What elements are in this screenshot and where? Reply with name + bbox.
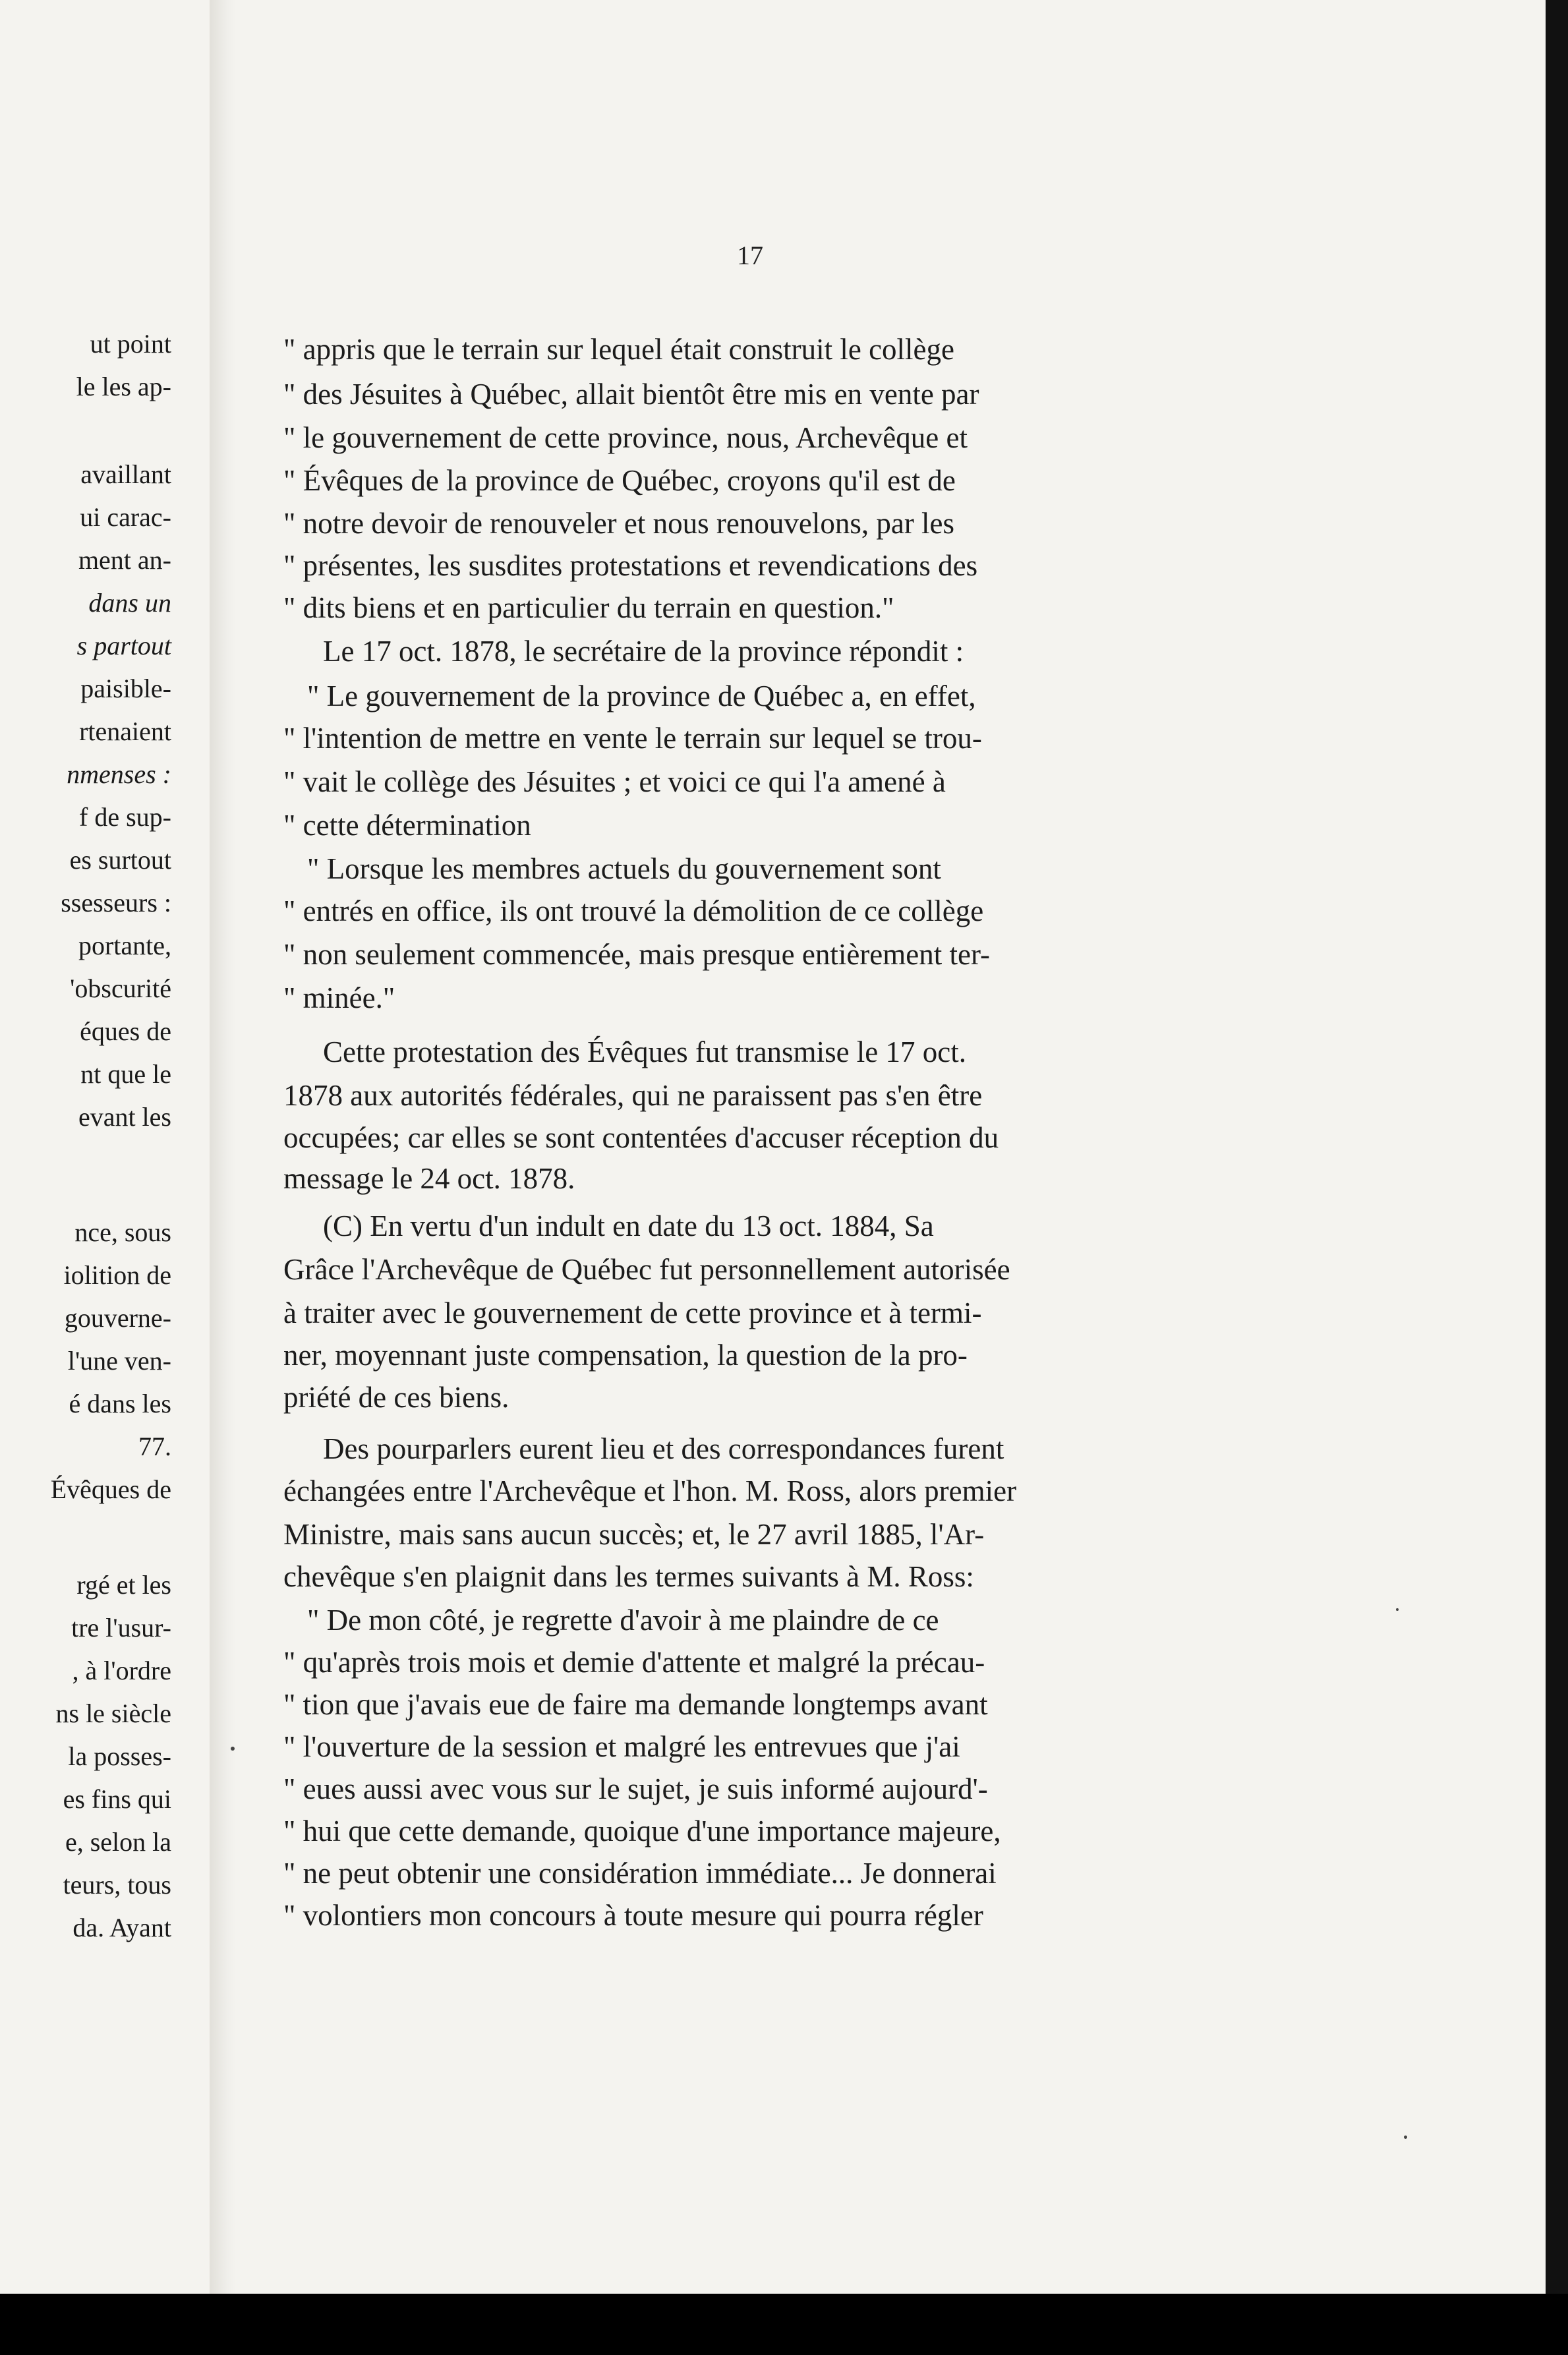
left-line: la posses- (68, 1741, 171, 1771)
left-line: nmenses : (67, 759, 171, 789)
text-line: Cette protestation des Évêques fut transmise le 17 oct. (323, 1035, 967, 1068)
text-line: " entrés en office, ils ont trouvé la démolition de ce collège (283, 894, 984, 927)
book-gutter (210, 0, 236, 2294)
left-line: l'une ven- (67, 1346, 171, 1376)
left-line: f de sup- (79, 802, 171, 832)
left-line: evant les (78, 1102, 171, 1132)
text-line: Des pourparlers eurent lieu et des correspondances furent (323, 1432, 1004, 1465)
left-line: rgé et les (76, 1570, 171, 1600)
text-line: " vait le collège des Jésuites ; et voici ce qui l'a amené à (283, 765, 946, 798)
text-line: " eues aussi avec vous sur le sujet, je suis informé aujourd'- (283, 1772, 988, 1805)
text-line: " appris que le terrain sur lequel était construit le collège (283, 333, 954, 366)
left-line: le les ap- (76, 372, 171, 401)
left-line: rtenaient (79, 716, 171, 746)
left-line: paisible- (80, 674, 171, 703)
left-line: s partout (76, 631, 171, 660)
left-line: tre l'usur- (71, 1613, 171, 1643)
text-line: priété de ces biens. (283, 1381, 509, 1414)
left-line: ssesseurs : (61, 888, 171, 917)
left-line: e, selon la (65, 1827, 171, 1857)
left-line: dans un (88, 588, 171, 618)
left-line: ut point (90, 329, 171, 359)
left-line: gouverne- (64, 1303, 171, 1333)
text-line: Le 17 oct. 1878, le secrétaire de la province répondit : (323, 635, 964, 668)
text-line: 1878 aux autorités fédérales, qui ne paraissent pas s'en être (283, 1079, 983, 1112)
speck-mark (1404, 2136, 1407, 2139)
left-line: , à l'ordre (72, 1656, 171, 1685)
text-line: message le 24 oct. 1878. (283, 1162, 575, 1195)
text-line: " notre devoir de renouveler et nous renouvelons, par les (283, 507, 955, 540)
left-line: ui carac- (80, 502, 171, 532)
text-line: " présentes, les susdites protestations et revendications des (283, 549, 978, 582)
text-line: " Évêques de la province de Québec, croyons qu'il est de (283, 464, 956, 497)
text-line: " hui que cette demande, quoique d'une importance majeure, (283, 1815, 1001, 1847)
left-line: ment an- (78, 545, 171, 575)
text-line: occupées; car elles se sont contentées d'accuser réception du (283, 1121, 999, 1154)
left-line: nce, sous (74, 1217, 171, 1247)
left-line: da. Ayant (73, 1913, 171, 1942)
text-line: " l'ouverture de la session et malgré les entrevues que j'ai (283, 1730, 960, 1763)
speck-mark (231, 1747, 235, 1751)
left-line: availlant (80, 459, 171, 489)
text-line: " non seulement commencée, mais presque entièrement ter- (283, 938, 991, 971)
scan-border (0, 2294, 1568, 2355)
left-line: nt que le (80, 1059, 171, 1089)
text-line: " tion que j'avais eue de faire ma demande longtemps avant (283, 1688, 988, 1721)
left-line: ns le siècle (55, 1699, 171, 1728)
left-line: Évêques de (50, 1474, 171, 1504)
text-line: échangées entre l'Archevêque et l'hon. M. Ross, alors premier (283, 1474, 1017, 1507)
page-number: 17 (737, 241, 763, 270)
text-line: " Lorsque les membres actuels du gouvernement sont (307, 852, 941, 885)
left-line: portante, (78, 931, 171, 960)
text-line: " ne peut obtenir une considération immédiate... Je donnerai (283, 1857, 997, 1890)
text-line: " volontiers mon concours à toute mesure qui pourra régler (283, 1899, 983, 1932)
text-line: " l'intention de mettre en vente le terrain sur lequel se trou- (283, 722, 982, 755)
left-line: teurs, tous (63, 1870, 171, 1900)
text-line: " des Jésuites à Québec, allait bientôt être mis en vente par (283, 378, 979, 411)
text-line: ner, moyennant juste compensation, la question de la pro- (283, 1339, 968, 1372)
text-line: " cette détermination (283, 809, 531, 842)
scan-edge (1546, 0, 1568, 2294)
text-line: " De mon côté, je regrette d'avoir à me plaindre de ce (307, 1604, 939, 1637)
text-line: " qu'après trois mois et demie d'attente et malgré la précau- (283, 1646, 985, 1679)
left-line: 'obscurité (70, 974, 171, 1003)
text-line: Ministre, mais sans aucun succès; et, le 27 avril 1885, l'Ar- (283, 1518, 985, 1551)
left-line: es fins qui (63, 1784, 171, 1814)
left-line: é dans les (69, 1389, 171, 1418)
text-line: Grâce l'Archevêque de Québec fut personnellement autorisée (283, 1253, 1010, 1286)
text-line: " dits biens et en particulier du terrain en question." (283, 591, 894, 624)
left-line: éques de (80, 1016, 171, 1046)
left-line: 77. (138, 1432, 171, 1461)
text-line: (C) En vertu d'un indult en date du 13 oct. 1884, Sa (323, 1209, 934, 1242)
text-line: " Le gouvernement de la province de Québec a, en effet, (307, 680, 976, 712)
speck-mark (1396, 1608, 1399, 1611)
left-line: iolition de (63, 1260, 171, 1290)
text-line: " minée." (283, 981, 395, 1014)
left-line: es surtout (69, 845, 171, 875)
text-line: chevêque s'en plaignit dans les termes suivants à M. Ross: (283, 1560, 974, 1593)
text-line: " le gouvernement de cette province, nous, Archevêque et (283, 421, 968, 454)
text-line: à traiter avec le gouvernement de cette province et à termi- (283, 1296, 982, 1329)
